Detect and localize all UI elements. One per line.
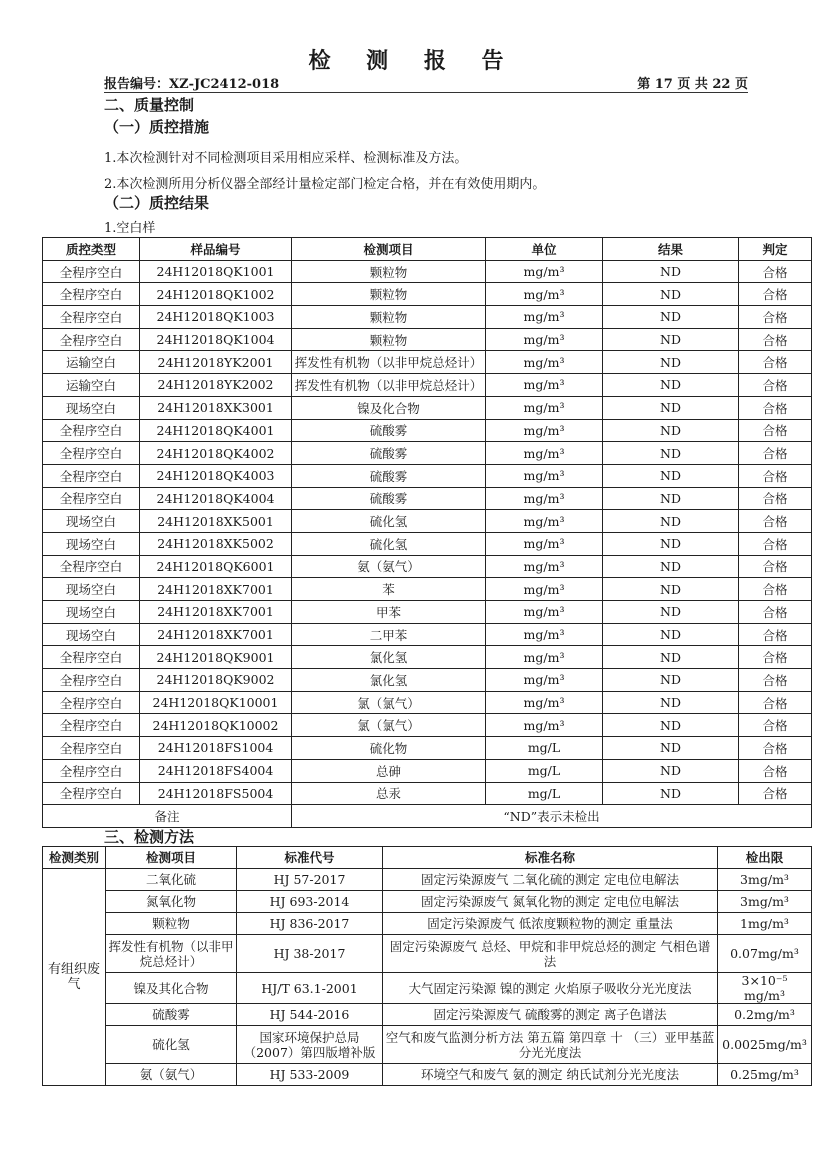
table-row bbox=[43, 737, 812, 760]
qc-type-cell: 全程序空白 bbox=[43, 442, 140, 465]
method-item-cell: 颗粒物 bbox=[106, 913, 237, 935]
standard-code-cell: HJ 544-2016 bbox=[237, 1004, 383, 1026]
qc-type-cell: 现场空白 bbox=[43, 623, 140, 646]
measure-2: 2.本次检测所用分析仪器全部经计量检定部门检定合格，并在有效使用期内。 bbox=[104, 177, 546, 192]
test-item-cell: 硫酸雾 bbox=[292, 464, 486, 487]
table-row bbox=[43, 464, 812, 487]
table-row bbox=[43, 328, 812, 351]
verdict-cell: 合格 bbox=[739, 737, 812, 760]
verdict-cell: 合格 bbox=[739, 328, 812, 351]
standard-name-cell: 固定污染源废气 总烃、甲烷和非甲烷总烃的测定 气相色谱法 bbox=[383, 935, 718, 973]
test-item-cell: 硫酸雾 bbox=[292, 487, 486, 510]
table-row bbox=[43, 1064, 812, 1086]
sample-id-cell: 24H12018QK6001 bbox=[140, 555, 292, 578]
verdict-cell: 合格 bbox=[739, 623, 812, 646]
test-item-cell: 二甲苯 bbox=[292, 623, 486, 646]
standard-code-cell: HJ 533-2009 bbox=[237, 1064, 383, 1086]
test-item-cell: 镍及化合物 bbox=[292, 396, 486, 419]
subsection-qc-results: （二）质控结果 bbox=[104, 194, 210, 212]
table-row bbox=[43, 891, 812, 913]
table-row bbox=[43, 935, 812, 973]
result-cell: ND bbox=[603, 532, 739, 555]
table-row bbox=[43, 1004, 812, 1026]
test-item-cell: 氯化氢 bbox=[292, 646, 486, 669]
table-row bbox=[43, 419, 812, 442]
table-row bbox=[43, 869, 812, 891]
test-item-cell: 挥发性有机物（以非甲烷总烃计） bbox=[292, 374, 486, 397]
qc-type-cell: 全程序空白 bbox=[43, 555, 140, 578]
col-header: 标准名称 bbox=[383, 847, 718, 869]
detection-limit-cell: 0.2mg/m³ bbox=[718, 1004, 812, 1026]
result-cell: ND bbox=[603, 782, 739, 805]
standard-code-cell: HJ 693-2014 bbox=[237, 891, 383, 913]
test-item-cell: 颗粒物 bbox=[292, 328, 486, 351]
unit-cell: mg/m³ bbox=[486, 260, 603, 283]
result-cell: ND bbox=[603, 737, 739, 760]
col-header: 样品编号 bbox=[140, 238, 292, 261]
sample-id-cell: 24H12018XK5001 bbox=[140, 510, 292, 533]
result-cell: ND bbox=[603, 328, 739, 351]
unit-cell: mg/m³ bbox=[486, 532, 603, 555]
sample-id-cell: 24H12018QK10002 bbox=[140, 714, 292, 737]
unit-cell: mg/m³ bbox=[486, 714, 603, 737]
test-item-cell: 硫化物 bbox=[292, 737, 486, 760]
verdict-cell: 合格 bbox=[739, 464, 812, 487]
unit-cell: mg/m³ bbox=[486, 487, 603, 510]
sample-id-cell: 24H12018XK7001 bbox=[140, 578, 292, 601]
verdict-cell: 合格 bbox=[739, 555, 812, 578]
standard-name-cell: 固定污染源废气 氮氧化物的测定 定电位电解法 bbox=[383, 891, 718, 913]
result-cell: ND bbox=[603, 464, 739, 487]
method-item-cell: 氨（氨气） bbox=[106, 1064, 237, 1086]
sample-id-cell: 24H12018XK3001 bbox=[140, 396, 292, 419]
unit-cell: mg/L bbox=[486, 782, 603, 805]
qc-type-cell: 全程序空白 bbox=[43, 487, 140, 510]
table-row bbox=[43, 601, 812, 624]
section-quality-control: 二、质量控制 bbox=[104, 96, 195, 114]
verdict-cell: 合格 bbox=[739, 396, 812, 419]
result-cell: ND bbox=[603, 419, 739, 442]
sample-id-cell: 24H12018YK2001 bbox=[140, 351, 292, 374]
table-row bbox=[43, 283, 812, 306]
standard-name-cell: 固定污染源废气 硫酸雾的测定 离子色谱法 bbox=[383, 1004, 718, 1026]
unit-cell: mg/m³ bbox=[486, 374, 603, 397]
method-item-cell: 二氧化硫 bbox=[106, 869, 237, 891]
unit-cell: mg/m³ bbox=[486, 510, 603, 533]
qc-type-cell: 全程序空白 bbox=[43, 714, 140, 737]
report-number: 报告编号：XZ-JC2412-018 bbox=[104, 77, 280, 92]
result-cell: ND bbox=[603, 646, 739, 669]
test-item-cell: 硫化氢 bbox=[292, 510, 486, 533]
table-row bbox=[43, 782, 812, 805]
unit-cell: mg/m³ bbox=[486, 691, 603, 714]
verdict-cell: 合格 bbox=[739, 669, 812, 692]
table-row bbox=[43, 396, 812, 419]
unit-cell: mg/L bbox=[486, 759, 603, 782]
col-header: 标准代号 bbox=[237, 847, 383, 869]
sample-id-cell: 24H12018FS4004 bbox=[140, 759, 292, 782]
test-item-cell: 氯（氯气） bbox=[292, 714, 486, 737]
verdict-cell: 合格 bbox=[739, 260, 812, 283]
result-cell: ND bbox=[603, 351, 739, 374]
qc-type-cell: 全程序空白 bbox=[43, 669, 140, 692]
verdict-cell: 合格 bbox=[739, 374, 812, 397]
sample-id-cell: 24H12018XK5002 bbox=[140, 532, 292, 555]
test-item-cell: 颗粒物 bbox=[292, 283, 486, 306]
detection-limit-cell: 3mg/m³ bbox=[718, 891, 812, 913]
sample-id-cell: 24H12018QK1003 bbox=[140, 306, 292, 329]
table-row bbox=[43, 759, 812, 782]
table-row bbox=[43, 973, 812, 1004]
sample-id-cell: 24H12018QK9002 bbox=[140, 669, 292, 692]
verdict-cell: 合格 bbox=[739, 306, 812, 329]
result-cell: ND bbox=[603, 691, 739, 714]
table-row bbox=[43, 487, 812, 510]
sample-id-cell: 24H12018YK2002 bbox=[140, 374, 292, 397]
col-header: 单位 bbox=[486, 238, 603, 261]
standard-code-cell: HJ 57-2017 bbox=[237, 869, 383, 891]
standard-code-cell: 国家环境保护总局（2007）第四版增补版 bbox=[237, 1026, 383, 1064]
standard-name-cell: 空气和废气监测分析方法 第五篇 第四章 十 （三）亚甲基蓝分光光度法 bbox=[383, 1026, 718, 1064]
result-cell: ND bbox=[603, 555, 739, 578]
result-cell: ND bbox=[603, 510, 739, 533]
standard-name-cell: 固定污染源废气 二氧化硫的测定 定电位电解法 bbox=[383, 869, 718, 891]
sample-id-cell: 24H12018QK4003 bbox=[140, 464, 292, 487]
subsection-qc-measures: （一）质控措施 bbox=[104, 118, 210, 136]
qc-type-cell: 全程序空白 bbox=[43, 260, 140, 283]
qc-type-cell: 现场空白 bbox=[43, 532, 140, 555]
verdict-cell: 合格 bbox=[739, 759, 812, 782]
unit-cell: mg/m³ bbox=[486, 328, 603, 351]
test-item-cell: 苯 bbox=[292, 578, 486, 601]
sample-id-cell: 24H12018XK7001 bbox=[140, 623, 292, 646]
test-item-cell: 硫酸雾 bbox=[292, 442, 486, 465]
result-cell: ND bbox=[603, 578, 739, 601]
sample-id-cell: 24H12018FS5004 bbox=[140, 782, 292, 805]
standard-code-cell: HJ 836-2017 bbox=[237, 913, 383, 935]
col-header: 检测项目 bbox=[292, 238, 486, 261]
table-row bbox=[43, 532, 812, 555]
table-row bbox=[43, 351, 812, 374]
report-header bbox=[104, 70, 748, 93]
unit-cell: mg/m³ bbox=[486, 442, 603, 465]
unit-cell: mg/m³ bbox=[486, 623, 603, 646]
sample-id-cell: 24H12018XK7001 bbox=[140, 601, 292, 624]
method-item-cell: 氮氧化物 bbox=[106, 891, 237, 913]
qc-type-cell: 全程序空白 bbox=[43, 464, 140, 487]
measure-1: 1.本次检测针对不同检测项目采用相应采样、检测标准及方法。 bbox=[104, 151, 468, 166]
method-item-cell: 挥发性有机物（以非甲烷总烃计） bbox=[106, 935, 237, 973]
unit-cell: mg/L bbox=[486, 737, 603, 760]
verdict-cell: 合格 bbox=[739, 442, 812, 465]
detection-limit-cell: 3mg/m³ bbox=[718, 869, 812, 891]
qc-type-cell: 全程序空白 bbox=[43, 646, 140, 669]
category-cell: 有组织废气 bbox=[43, 869, 106, 1086]
test-item-cell: 氯（氯气） bbox=[292, 691, 486, 714]
sample-id-cell: 24H12018QK1002 bbox=[140, 283, 292, 306]
detection-limit-cell: 0.25mg/m³ bbox=[718, 1064, 812, 1086]
col-header: 质控类型 bbox=[43, 238, 140, 261]
test-item-cell: 硫化氢 bbox=[292, 532, 486, 555]
sample-id-cell: 24H12018QK4002 bbox=[140, 442, 292, 465]
table-row bbox=[43, 578, 812, 601]
sample-id-cell: 24H12018QK10001 bbox=[140, 691, 292, 714]
test-item-cell: 颗粒物 bbox=[292, 260, 486, 283]
unit-cell: mg/m³ bbox=[486, 351, 603, 374]
result-cell: ND bbox=[603, 283, 739, 306]
result-cell: ND bbox=[603, 306, 739, 329]
col-header: 检出限 bbox=[718, 847, 812, 869]
standard-name-cell: 固定污染源废气 低浓度颗粒物的测定 重量法 bbox=[383, 913, 718, 935]
table-row bbox=[43, 374, 812, 397]
col-header: 结果 bbox=[603, 238, 739, 261]
sample-id-cell: 24H12018QK1004 bbox=[140, 328, 292, 351]
qc-type-cell: 全程序空白 bbox=[43, 759, 140, 782]
col-header: 判定 bbox=[739, 238, 812, 261]
table-row bbox=[43, 646, 812, 669]
note-label: 备注 bbox=[43, 805, 292, 828]
table-row bbox=[43, 913, 812, 935]
unit-cell: mg/m³ bbox=[486, 646, 603, 669]
standard-name-cell: 环境空气和废气 氨的测定 纳氏试剂分光光度法 bbox=[383, 1064, 718, 1086]
qc-type-cell: 运输空白 bbox=[43, 351, 140, 374]
table-row bbox=[43, 306, 812, 329]
table-header-row bbox=[43, 238, 812, 261]
table-row bbox=[43, 1026, 812, 1064]
verdict-cell: 合格 bbox=[739, 351, 812, 374]
test-item-cell: 总汞 bbox=[292, 782, 486, 805]
test-item-cell: 氯化氢 bbox=[292, 669, 486, 692]
result-cell: ND bbox=[603, 374, 739, 397]
method-item-cell: 镍及其化合物 bbox=[106, 973, 237, 1004]
unit-cell: mg/m³ bbox=[486, 306, 603, 329]
detection-limit-cell: 0.0025mg/m³ bbox=[718, 1026, 812, 1064]
col-header: 检测类别 bbox=[43, 847, 106, 869]
result-cell: ND bbox=[603, 623, 739, 646]
detection-limit-cell: 0.07mg/m³ bbox=[718, 935, 812, 973]
test-item-cell: 硫酸雾 bbox=[292, 419, 486, 442]
test-item-cell: 颗粒物 bbox=[292, 306, 486, 329]
unit-cell: mg/m³ bbox=[486, 464, 603, 487]
qc-type-cell: 全程序空白 bbox=[43, 283, 140, 306]
section-methods: 三、检测方法 bbox=[104, 828, 195, 846]
standard-code-cell: HJ/T 63.1-2001 bbox=[237, 973, 383, 1004]
verdict-cell: 合格 bbox=[739, 487, 812, 510]
sample-id-cell: 24H12018QK9001 bbox=[140, 646, 292, 669]
test-item-cell: 总砷 bbox=[292, 759, 486, 782]
test-item-cell: 甲苯 bbox=[292, 601, 486, 624]
report-title: 检 测 报 告 bbox=[308, 48, 518, 74]
qc-type-cell: 全程序空白 bbox=[43, 328, 140, 351]
qc-type-cell: 全程序空白 bbox=[43, 782, 140, 805]
table-row bbox=[43, 510, 812, 533]
unit-cell: mg/m³ bbox=[486, 419, 603, 442]
verdict-cell: 合格 bbox=[739, 601, 812, 624]
verdict-cell: 合格 bbox=[739, 419, 812, 442]
method-item-cell: 硫酸雾 bbox=[106, 1004, 237, 1026]
unit-cell: mg/m³ bbox=[486, 396, 603, 419]
result-cell: ND bbox=[603, 260, 739, 283]
qc-type-cell: 现场空白 bbox=[43, 510, 140, 533]
verdict-cell: 合格 bbox=[739, 510, 812, 533]
table-header-row bbox=[43, 847, 812, 869]
detection-limit-cell: 1mg/m³ bbox=[718, 913, 812, 935]
qc-type-cell: 现场空白 bbox=[43, 578, 140, 601]
sample-id-cell: 24H12018QK4001 bbox=[140, 419, 292, 442]
method-table bbox=[42, 846, 812, 1086]
unit-cell: mg/m³ bbox=[486, 283, 603, 306]
verdict-cell: 合格 bbox=[739, 532, 812, 555]
verdict-cell: 合格 bbox=[739, 646, 812, 669]
result-cell: ND bbox=[603, 442, 739, 465]
table-row bbox=[43, 623, 812, 646]
qc-type-cell: 全程序空白 bbox=[43, 737, 140, 760]
blank-sample-label: 1.空白样 bbox=[104, 221, 156, 236]
result-cell: ND bbox=[603, 669, 739, 692]
note-text: “ND”表示未检出 bbox=[292, 805, 812, 828]
col-header: 检测项目 bbox=[106, 847, 237, 869]
verdict-cell: 合格 bbox=[739, 578, 812, 601]
verdict-cell: 合格 bbox=[739, 714, 812, 737]
result-cell: ND bbox=[603, 396, 739, 419]
table-row bbox=[43, 555, 812, 578]
unit-cell: mg/m³ bbox=[486, 555, 603, 578]
qc-type-cell: 现场空白 bbox=[43, 396, 140, 419]
test-item-cell: 氨（氨气） bbox=[292, 555, 486, 578]
qc-blank-table bbox=[42, 237, 812, 828]
qc-type-cell: 现场空白 bbox=[43, 601, 140, 624]
sample-id-cell: 24H12018QK1001 bbox=[140, 260, 292, 283]
page-indicator: 第 17 页 共 22 页 bbox=[637, 77, 748, 92]
table-row bbox=[43, 691, 812, 714]
qc-type-cell: 全程序空白 bbox=[43, 419, 140, 442]
table-row bbox=[43, 260, 812, 283]
qc-type-cell: 运输空白 bbox=[43, 374, 140, 397]
detection-limit-cell: 3×10⁻⁵ mg/m³ bbox=[718, 973, 812, 1004]
method-item-cell: 硫化氢 bbox=[106, 1026, 237, 1064]
unit-cell: mg/m³ bbox=[486, 669, 603, 692]
verdict-cell: 合格 bbox=[739, 782, 812, 805]
sample-id-cell: 24H12018QK4004 bbox=[140, 487, 292, 510]
verdict-cell: 合格 bbox=[739, 691, 812, 714]
note-row bbox=[43, 805, 812, 828]
unit-cell: mg/m³ bbox=[486, 601, 603, 624]
qc-type-cell: 全程序空白 bbox=[43, 306, 140, 329]
table-row bbox=[43, 669, 812, 692]
verdict-cell: 合格 bbox=[739, 283, 812, 306]
table-row bbox=[43, 442, 812, 465]
result-cell: ND bbox=[603, 759, 739, 782]
standard-code-cell: HJ 38-2017 bbox=[237, 935, 383, 973]
result-cell: ND bbox=[603, 487, 739, 510]
result-cell: ND bbox=[603, 601, 739, 624]
standard-name-cell: 大气固定污染源 镍的测定 火焰原子吸收分光光度法 bbox=[383, 973, 718, 1004]
table-row bbox=[43, 714, 812, 737]
qc-type-cell: 全程序空白 bbox=[43, 691, 140, 714]
sample-id-cell: 24H12018FS1004 bbox=[140, 737, 292, 760]
unit-cell: mg/m³ bbox=[486, 578, 603, 601]
result-cell: ND bbox=[603, 714, 739, 737]
test-item-cell: 挥发性有机物（以非甲烷总烃计） bbox=[292, 351, 486, 374]
